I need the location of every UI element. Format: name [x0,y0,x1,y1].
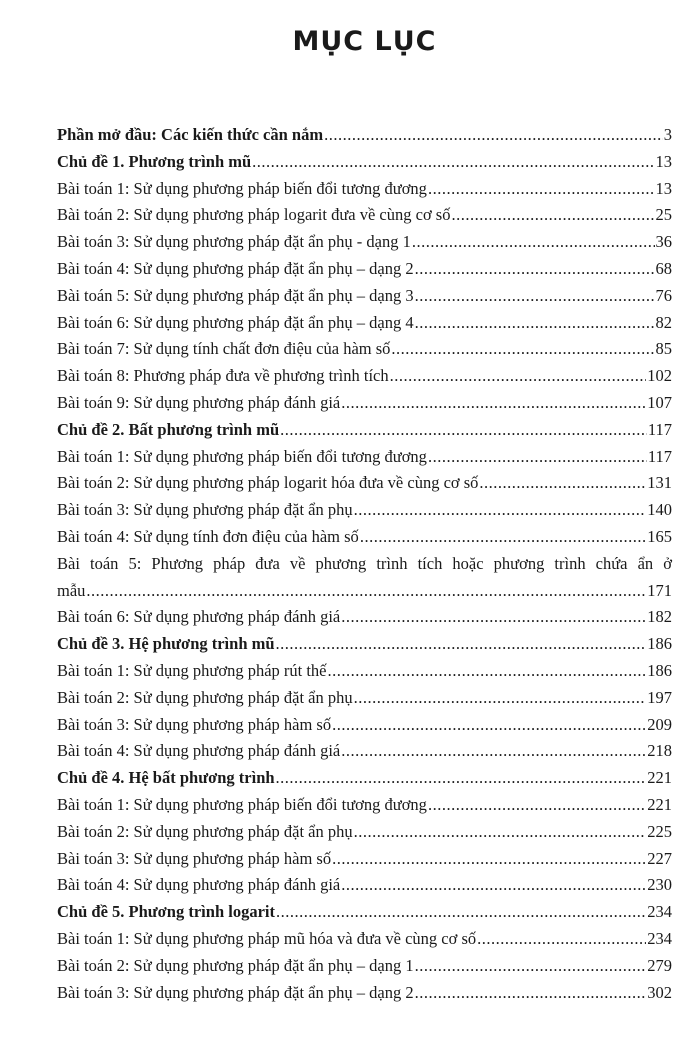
toc-entry[interactable] [57,846,672,873]
toc-page-number: 3 [663,125,672,144]
dot-leader [428,792,646,819]
toc-entry-label: Bài toán 3: Sử dụng phương pháp hàm số [57,848,332,868]
toc-chapter-entry[interactable] [57,122,672,149]
toc-entry-label: Chủ đề 1. Phương trình mũ [57,151,252,171]
dot-leader [276,899,646,926]
toc-chapter-entry[interactable] [57,149,672,176]
toc-entry-label: Phần mở đầu: Các kiến thức cần nắm [57,125,324,144]
dot-leader [276,631,647,658]
toc-page-number: 218 [647,741,672,761]
toc-page-number: 227 [647,848,672,868]
toc-entry[interactable] [57,176,672,203]
dot-leader [341,738,646,765]
toc-entry[interactable] [57,390,672,417]
toc-page-number: 234 [647,902,672,922]
toc-entry-label: Bài toán 3: Sử dụng phương pháp đặt ẩn phụ [57,500,353,520]
toc-page-number: 13 [655,151,672,171]
toc-page-number: 13 [655,178,672,198]
toc-entry[interactable] [57,470,672,497]
toc-page-number: 76 [655,285,672,305]
toc-page-number: 221 [647,794,672,814]
toc-entry[interactable] [57,926,672,953]
toc-entry-label: Bài toán 4: Sử dụng phương pháp đặt ẩn phụ – dạng 2 [57,258,414,278]
toc-entry-label: Chủ đề 2. Bất phương trình mũ [57,419,280,439]
toc-entry[interactable] [57,363,672,390]
toc-entry[interactable] [57,229,672,256]
dot-leader [354,497,647,524]
toc-entry-continuation: mẫu [57,580,86,600]
dot-leader [390,363,647,390]
toc-entry[interactable] [57,792,672,819]
dot-leader [341,390,646,417]
toc-entry-label: Bài toán 2: Sử dụng phương pháp logarit đưa về cùng cơ số [57,205,451,225]
toc-entry-label: Bài toán 1: Sử dụng phương pháp mũ hóa và đưa về cùng cơ số [57,928,477,948]
toc-entry[interactable] [57,283,672,310]
toc-page-number: 131 [647,473,672,493]
toc-entry[interactable] [57,738,672,765]
toc-entry-label: Bài toán 2: Sử dụng phương pháp đặt ẩn phụ – dạng 1 [57,955,414,975]
dot-leader [276,765,647,792]
page-title: MỤC LỤC [292,26,437,57]
dot-leader [86,578,646,605]
toc-entry-label: Bài toán 5: Phương pháp đưa về phương trình tích hoặc phương trình chứa ẩn ở [57,553,672,573]
dot-leader [324,122,663,149]
toc-entry[interactable] [57,578,672,605]
toc-entry[interactable] [57,310,672,337]
toc-page-number: 302 [647,982,672,1002]
toc-entry-label: Bài toán 1: Sử dụng phương pháp biến đổi tương đương [57,446,427,466]
toc-entry-label: Bài toán 7: Sử dụng tính chất đơn điệu của hàm số [57,339,391,359]
dot-leader [341,872,646,899]
toc-entry-label: Bài toán 2: Sử dụng phương pháp đặt ẩn phụ [57,821,353,841]
toc-page-number: 82 [655,312,672,332]
toc-entry[interactable] [57,256,672,283]
toc-entry-label: Bài toán 8: Phương pháp đưa về phương trình tích [57,366,389,386]
dot-leader [280,417,647,444]
toc-entry-label: Chủ đề 3. Hệ phương trình mũ [57,634,275,654]
dot-leader [328,658,647,685]
toc-entry-label: Bài toán 1: Sử dụng phương pháp biến đổi tương đương [57,178,427,198]
toc-chapter-entry[interactable] [57,899,672,926]
toc-page-number: 165 [647,526,672,546]
toc-entry-label: Bài toán 5: Sử dụng phương pháp đặt ẩn phụ – dạng 3 [57,285,414,305]
toc-entry[interactable] [57,953,672,980]
toc-page-number: 186 [647,660,672,680]
toc-entry-label: Bài toán 4: Sử dụng phương pháp đánh giá [57,741,341,761]
toc-entry-label: Bài toán 3: Sử dụng phương pháp đặt ẩn phụ – dạng 2 [57,982,414,1002]
dot-leader [451,202,654,229]
toc-chapter-entry[interactable] [57,631,672,658]
toc-entry-label: Bài toán 1: Sử dụng phương pháp biến đổi tương đương [57,794,427,814]
dot-leader [477,926,646,953]
toc-entry[interactable] [57,604,672,631]
toc-entry[interactable] [57,497,672,524]
toc-page-number: 36 [655,232,672,252]
toc-page-number: 230 [647,875,672,895]
toc-page-number: 25 [655,205,672,225]
toc-entry[interactable] [57,712,672,739]
toc-entry-label: Bài toán 6: Sử dụng phương pháp đặt ẩn phụ – dạng 4 [57,312,414,332]
toc-entry-label: Bài toán 4: Sử dụng tính đơn điệu của hàm số [57,526,359,546]
dot-leader [415,256,655,283]
dot-leader [332,712,646,739]
toc-page-number: 221 [647,768,672,788]
table-of-contents [57,122,672,1006]
toc-page-number: 140 [647,500,672,520]
toc-page-number: 102 [647,366,672,386]
toc-page-number: 68 [655,258,672,278]
toc-page-number: 182 [647,607,672,627]
dot-leader [332,846,646,873]
dot-leader [415,953,647,980]
toc-entry[interactable] [57,202,672,229]
toc-entry[interactable] [57,819,672,846]
toc-page-number: 209 [647,714,672,734]
dot-leader [428,444,647,471]
toc-entry-label: Bài toán 1: Sử dụng phương pháp rút thế [57,660,327,680]
dot-leader [354,685,647,712]
toc-entry-label: Chủ đề 4. Hệ bất phương trình [57,768,275,788]
toc-entry-label: Bài toán 2: Sử dụng phương pháp đặt ẩn phụ [57,687,353,707]
dot-leader [252,149,654,176]
toc-entry-label: Bài toán 3: Sử dụng phương pháp hàm số [57,714,332,734]
toc-entry-label: Bài toán 4: Sử dụng phương pháp đánh giá [57,875,341,895]
dot-leader [412,229,655,256]
dot-leader [354,819,647,846]
toc-entry-label: Bài toán 2: Sử dụng phương pháp logarit hóa đưa về cùng cơ số [57,473,479,493]
toc-entry-label: Bài toán 3: Sử dụng phương pháp đặt ẩn phụ - dạng 1 [57,232,411,252]
toc-page-number: 197 [647,687,672,707]
toc-chapter-entry[interactable] [57,417,672,444]
dot-leader [415,310,655,337]
dot-leader [360,524,646,551]
dot-leader [341,604,646,631]
toc-entry-label: Bài toán 6: Sử dụng phương pháp đánh giá [57,607,341,627]
dot-leader [479,470,646,497]
toc-entry[interactable] [57,980,672,1007]
dot-leader [391,336,654,363]
toc-entry[interactable] [57,685,672,712]
dot-leader [415,980,647,1007]
toc-page-number: 171 [647,580,672,600]
toc-page-number: 107 [647,392,672,412]
toc-entry[interactable] [57,444,672,471]
toc-entry-label: Chủ đề 5. Phương trình logarit [57,902,275,922]
toc-page-number: 85 [655,339,672,359]
toc-page-number: 186 [647,634,672,654]
toc-page-number: 117 [647,446,672,466]
toc-entry[interactable] [57,658,672,685]
dot-leader [428,176,655,203]
toc-entry-label: Bài toán 9: Sử dụng phương pháp đánh giá [57,392,341,412]
toc-page-number: 234 [647,928,672,948]
toc-page-number: 225 [647,821,672,841]
toc-entry[interactable] [57,336,672,363]
toc-chapter-entry[interactable] [57,765,672,792]
toc-entry[interactable] [57,524,672,551]
toc-page-number: 279 [647,955,672,975]
toc-entry[interactable] [57,872,672,899]
toc-page-number: 117 [647,419,672,439]
dot-leader [415,283,655,310]
